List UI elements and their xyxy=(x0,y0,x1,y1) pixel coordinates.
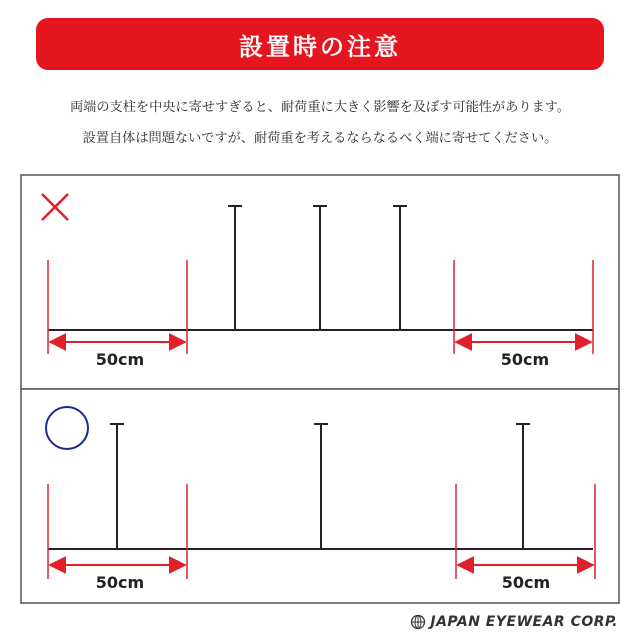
good-dim-left-label: 50cm xyxy=(95,573,145,592)
good-example-panel xyxy=(21,389,619,603)
notice-line-1: 両端の支柱を中央に寄せすぎると、耐荷重に大きく影響を及ぼす可能性があります。 xyxy=(69,100,571,115)
globe-icon xyxy=(410,614,426,630)
bad-example-panel xyxy=(21,175,619,389)
company-logo: JAPAN EYEWEAR CORP. xyxy=(430,614,618,630)
page-title: 設置時の注意 xyxy=(239,32,401,61)
bad-dim-right-label: 50cm xyxy=(500,350,550,369)
notice-line-2: 設置自体は問題ないですが、耐荷重を考えるならなるべく端に寄せてください。 xyxy=(82,131,558,146)
header-banner xyxy=(36,18,604,70)
diagram-svg xyxy=(20,174,620,604)
footer-brand xyxy=(410,612,618,632)
good-dim-right-label: 50cm xyxy=(501,573,551,592)
installation-diagram xyxy=(20,174,620,604)
bad-dim-left-label: 50cm xyxy=(95,350,145,369)
